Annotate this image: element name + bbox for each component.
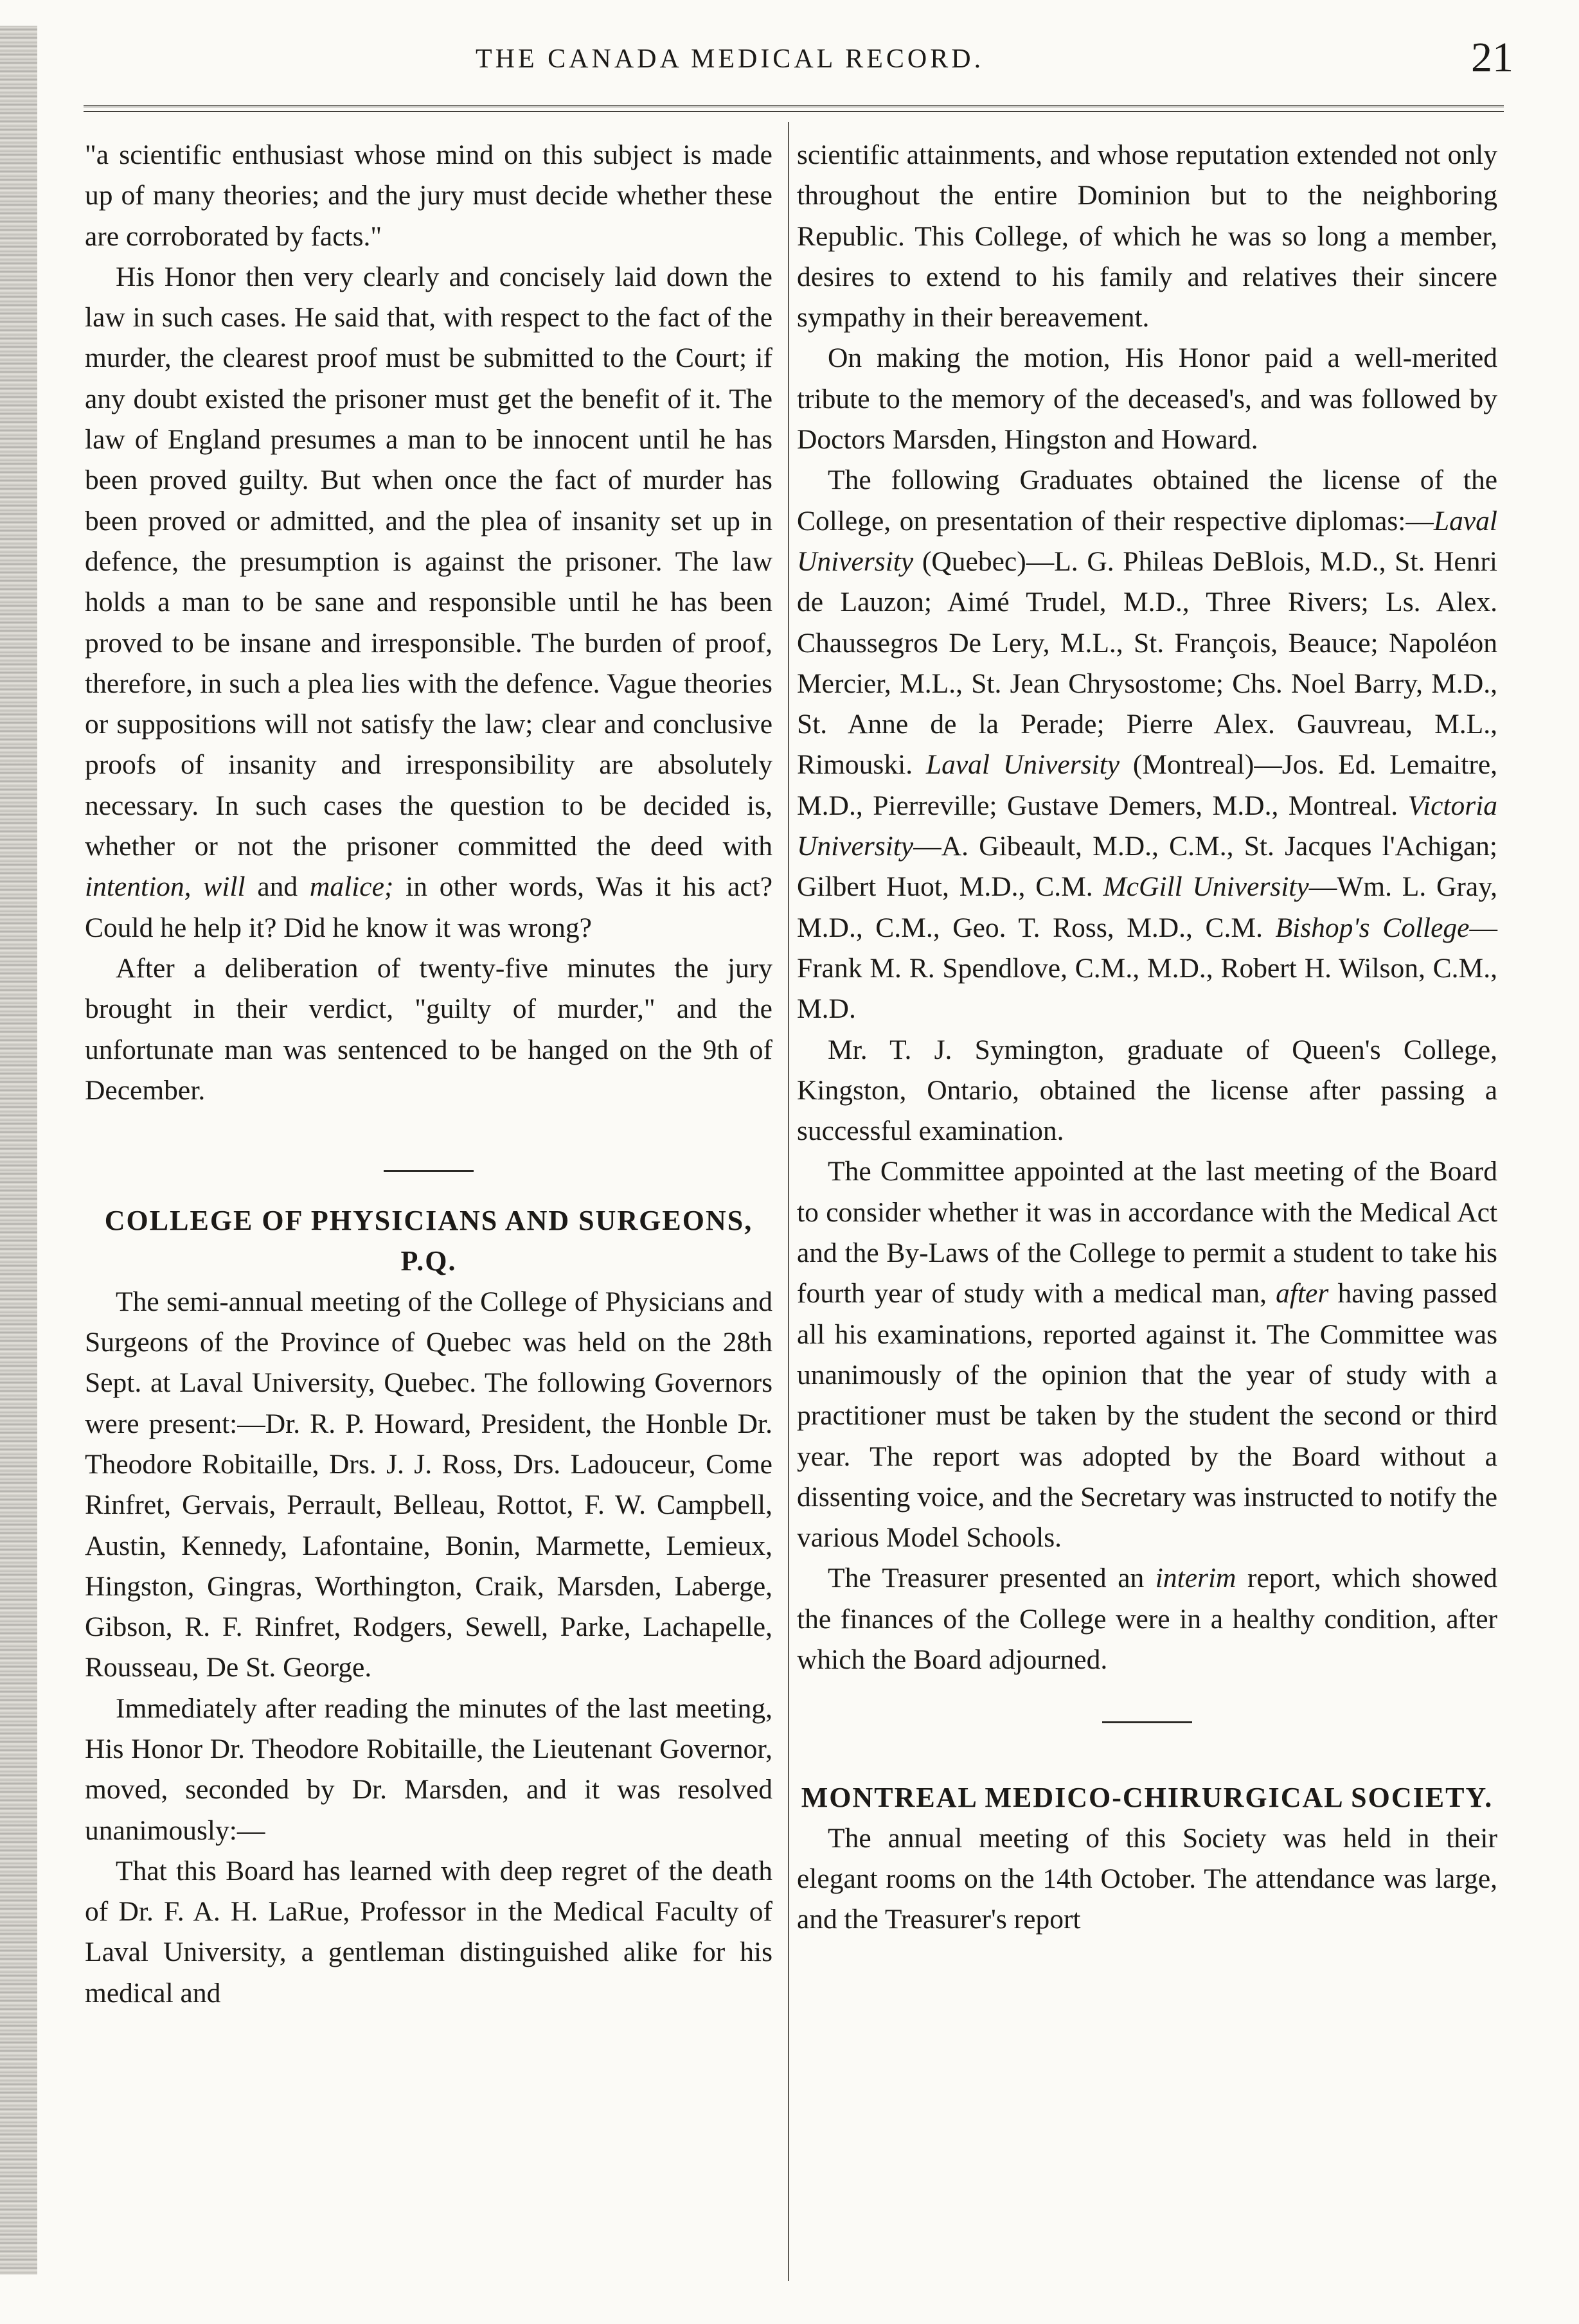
- institution-name: Victoria University: [797, 790, 1498, 862]
- paragraph-text: —Frank M. R. Spendlove, C.M., M.D., Robert H. Wilson, C.M., M.D.: [797, 912, 1497, 1025]
- paragraph-text: —A. Gibeault, M.D., C.M., St. Jacques l'Achigan; Gilbert Huot, M.D., C.M.: [797, 831, 1497, 903]
- section-title-society: MONTREAL MEDICO-CHIRURGICAL SOCIETY.: [801, 1782, 1494, 1814]
- italic-term: interim: [1155, 1563, 1236, 1594]
- paragraph: The annual meeting of this Society was held in their elegant rooms on the 14th October. The attendance was large, and the Treasurer's report: [797, 1822, 1497, 1935]
- paragraph: [797, 1558, 1497, 1680]
- paragraph-text: having passed all his examinations, reported against it. The Committee was unanimously of the opinion that the year of study with a practitioner must be taken by the student the second or third year. The report was adopted by the Board without a dissenting voice, and the Secretary was instructed to notify the various Model Schools.: [797, 1278, 1498, 1554]
- paragraph: That this Board has learned with deep regret of the death of Dr. F. A. H. LaRue, Professor in the Medical Faculty of Laval University, a gentleman distinguished alike for his medical and: [85, 1855, 772, 2009]
- paragraph: After a deliberation of twenty-five minutes the jury brought in their verdict, "guilty of murder," and the unfortunate man was sentenced to be hanged on the 9th of December.: [85, 952, 772, 1106]
- paragraph-text: in other words, Was it his act? Could he help it? Did he know it was wrong?: [85, 871, 773, 943]
- paragraph-text: (Quebec)—L. G. Phileas DeBlois, M.D., St. Henri de Lauzon; Aimé Trudel, M.D., Three Rivers; Ls. Alex. Chaussegros De Lery, M.L., St. François, Beauce; Napoléon Mercier, M.L., St. Jean Chrysostome; Chs. Noel Barry, M.D., St. Anne de la Perade; Pierre Alex. Gauvreau, M.L., Rimouski.: [797, 546, 1498, 781]
- section-separator: [384, 1170, 474, 1172]
- paragraph: Immediately after reading the minutes of the last meeting, His Honor Dr. Theodore Robitaille, the Lieutenant Governor, moved, seconded by Dr. Marsden, and it was resolved unanimously:—: [85, 1692, 772, 1846]
- paragraph: scientific attainments, and whose reputation extended not only throughout the entire Dominion but to the neighboring Republic. This College, of which he was so long a member, desires to extend to his family and relatives their sincere sympathy in their bereavement.: [797, 139, 1497, 333]
- institution-name: Laval University: [925, 749, 1120, 781]
- paragraph-text: The Treasurer presented an: [828, 1563, 1145, 1594]
- italic-term: intention,: [85, 871, 192, 903]
- institution-name: Laval University: [797, 505, 1497, 577]
- paragraph: On making the motion, His Honor paid a well-merited tribute to the memory of the deceased's, and was followed by Doctors Marsden, Hingston and Howard.: [797, 342, 1497, 456]
- paragraph-text: (Montreal)—Jos. Ed. Lemaitre, M.D., Pierreville; Gustave Demers, M.D., Montreal.: [797, 749, 1498, 821]
- header-rule: [84, 105, 1504, 112]
- paragraph-text: The following Graduates obtained the license of the College, on presentation of their respective diplomas:—: [797, 465, 1497, 537]
- running-head: THE CANADA MEDICAL RECORD.: [476, 44, 985, 74]
- right-column: [797, 135, 1497, 1940]
- paragraph: [797, 1151, 1497, 1558]
- page-number: 21: [1471, 34, 1513, 81]
- left-column: [85, 135, 772, 2014]
- paragraph: Mr. T. J. Symington, graduate of Queen's College, Kingston, Ontario, obtained the license after passing a successful examination.: [797, 1034, 1497, 1147]
- institution-name: Bishop's College: [1275, 912, 1470, 943]
- page-binding-shadow: [0, 26, 37, 2275]
- paragraph-text: and: [257, 871, 298, 903]
- paragraph-text: His Honor then very clearly and concisely laid down the law in such cases. He said that, with respect to the fact of the murder, the clearest proof must be submitted to the Court; if any doubt existed the prisoner must get the benefit of it. The law of England presumes a man to be innocent until he has been proved guilty. But when once the fact of murder has been proved or admitted, and the plea of insanity set up in defence, the presumption is against the prisoner. The law holds a man to be sane and responsible until he has been proved to be insane and irresponsible. The burden of proof, therefore, in such a plea lies with the defence. Vague theories or suppositions will not satisfy the law; clear and conclusive proofs of insanity and irresponsibility are absolutely necessary. In such cases the question to be decided is, whether or not the prisoner committed the deed with: [85, 261, 772, 862]
- institution-name: McGill University: [1103, 871, 1309, 903]
- paragraph-text: The Committee appointed at the last meeting of the Board to consider whether it was in accordance with the Medical Act and the By-Laws of the College to permit a student to take his fourth year of study with a medical man,: [797, 1156, 1497, 1309]
- italic-term: after: [1276, 1278, 1329, 1309]
- paragraph-graduates: [797, 460, 1497, 1029]
- paragraph: The semi-annual meeting of the College of Physicians and Surgeons of the Province of Quebec was held on the 28th Sept. at Laval University, Quebec. The following Governors were present:—Dr. R. P. Howard, President, the Honble Dr. Theodore Robitaille, Drs. J. J. Ross, Drs. Ladouceur, Come Rinfret, Gervais, Perrault, Belleau, Rottot, F. W. Campbell, Austin, Kennedy, Lafontaine, Bonin, Marmette, Lemieux, Hingston, Gingras, Worthington, Craik, Marsden, Laberge, Gibson, R. F. Rinfret, Rodgers, Sewell, Parke, Lachapelle, Rousseau, De St. George.: [85, 1286, 772, 1683]
- paragraph: "a scientific enthusiast whose mind on this subject is made up of many theories; and the jury must decide whether these are corroborated by facts.": [85, 139, 772, 252]
- section-title-college: COLLEGE OF PHYSICIANS AND SURGEONS, P.Q.: [104, 1205, 753, 1277]
- paragraph: [85, 257, 772, 948]
- section-separator: [1102, 1721, 1192, 1723]
- paragraph-text: —Wm. L. Gray, M.D., C.M., Geo. T. Ross, M.D., C.M.: [797, 871, 1498, 943]
- paragraph-text: report, which showed the finances of the College were in a healthy condition, after which the Board adjourned.: [797, 1563, 1498, 1675]
- italic-term: malice;: [309, 871, 394, 903]
- italic-term: will: [203, 871, 245, 903]
- column-divider: [788, 122, 789, 2281]
